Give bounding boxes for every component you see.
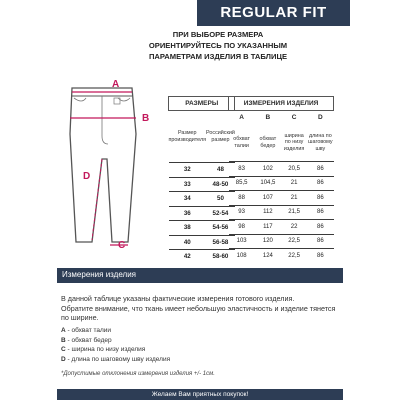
paragraph: В данной таблице указаны фактические измерения готового изделия. <box>61 294 295 303</box>
intro-line: ПРИ ВЫБОРЕ РАЗМЕРА <box>172 30 264 39</box>
table-row: 38 54-56 <box>169 221 235 236</box>
table-row: 83 102 20,5 86 <box>229 162 334 177</box>
table-row: 34 50 <box>169 192 235 207</box>
tolerance-note: *Допустимые отклонения измерения изделия +/- 1см. <box>61 371 215 377</box>
label-a: A <box>112 79 120 90</box>
jeans-outline <box>70 88 136 242</box>
footer-bar: Желаем Вам приятных покупок! <box>57 389 343 400</box>
fit-banner: REGULAR FIT <box>197 0 350 26</box>
col-header: ширина по низу изделия <box>283 132 305 152</box>
table-row: 98 117 22 86 <box>229 220 334 235</box>
table-row: 103 120 22,5 86 <box>229 234 334 249</box>
col-letter: D <box>318 114 323 121</box>
table-row: 108 124 22,5 86 <box>229 249 334 263</box>
legend-item: A - обхват талии <box>61 327 112 334</box>
legend <box>61 326 170 364</box>
col-header: обхват бедер <box>259 136 277 149</box>
table-row: 36 52-54 <box>169 206 235 221</box>
table-row: 40 56-58 <box>169 235 235 250</box>
table-row: 32 48 <box>169 163 235 178</box>
col-header: длина по шаговому шву <box>308 132 333 152</box>
jeans-diagram <box>58 74 153 249</box>
table-row: 42 58-60 <box>169 250 235 264</box>
col-letter: A <box>239 114 244 121</box>
table-row: 85,5 104,5 21 86 <box>229 176 334 191</box>
col-header-manufacturer: Размер производителя <box>168 130 207 143</box>
legend-item: C - ширина по низу изделия <box>61 346 146 353</box>
legend-item: D - длина по шаговому шву изделия <box>61 355 171 363</box>
col-header-russian: Российский размер <box>206 130 235 143</box>
table-row: 33 48-50 <box>169 177 235 192</box>
col-letter: C <box>291 114 297 121</box>
intro-line: ПАРАМЕТРАМ ИЗДЕЛИЯ В ТАБЛИЦЕ <box>148 52 288 61</box>
section-title: Измерения изделия <box>62 270 136 279</box>
table-row: 88 107 21 86 <box>229 191 334 206</box>
label-b: B <box>142 113 150 124</box>
measurements-table <box>228 96 334 263</box>
legend-item: B - обхват бедер <box>61 336 112 344</box>
intro-text <box>118 29 318 62</box>
measurements-title: ИЗМЕРЕНИЯ ИЗДЕЛИЯ <box>229 97 334 111</box>
paragraph: Обратите внимание, что ткань имеет небольшую эластичность и изделие тянется по ширине. <box>61 303 336 322</box>
col-letter: B <box>265 114 271 121</box>
sizes-title: РАЗМЕРЫ <box>169 97 235 111</box>
label-d: D <box>83 171 91 182</box>
col-header: обхват талии <box>233 136 250 149</box>
sizes-table <box>168 96 235 264</box>
table-row: 93 112 21,5 86 <box>229 205 334 220</box>
label-c: C <box>118 240 126 249</box>
intro-line: ОРИЕНТИРУЙТЕСЬ ПО УКАЗАННЫМ <box>148 41 288 50</box>
section-header-bar <box>57 268 343 283</box>
description <box>61 294 343 323</box>
